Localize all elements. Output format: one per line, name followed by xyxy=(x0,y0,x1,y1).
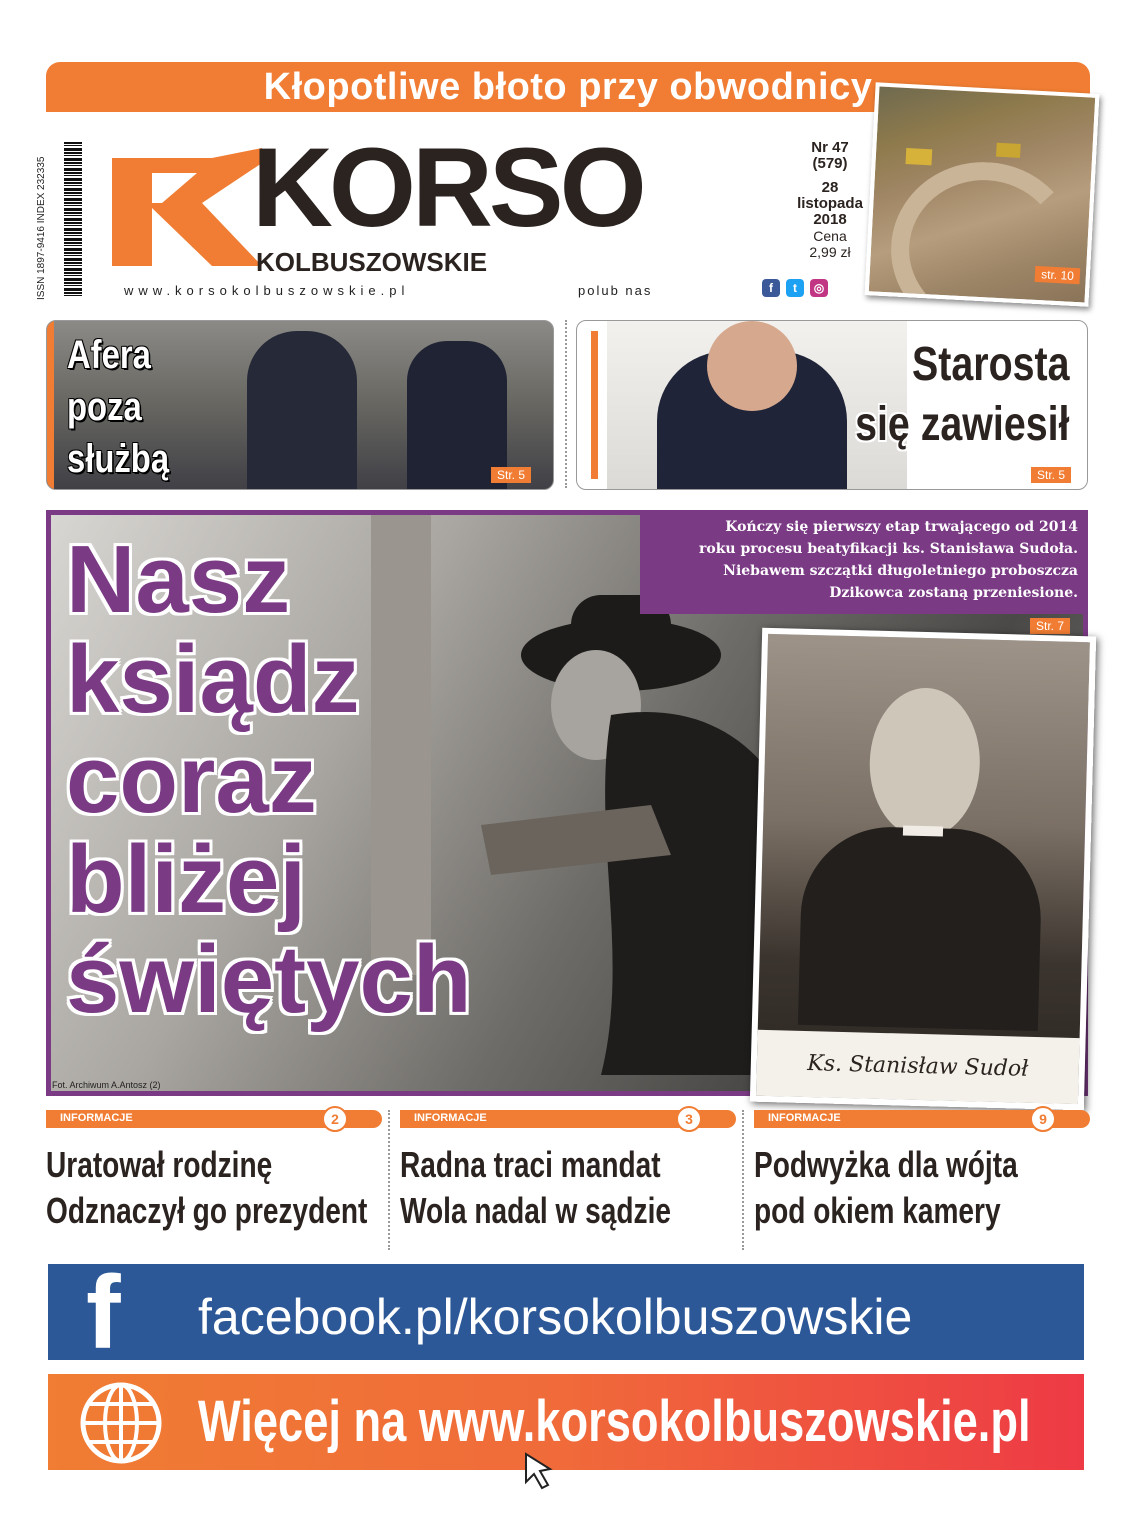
page-ref-tag: Str. 5 xyxy=(1031,467,1071,483)
title-line: Uratował rodzinę xyxy=(46,1144,273,1185)
section-bar xyxy=(400,1110,736,1128)
story-afera[interactable] xyxy=(46,320,554,490)
page-ref-tag: Str. 5 xyxy=(491,467,531,483)
lead-line: Niebawem szczątki długoletniego proboszcza xyxy=(723,563,1078,579)
top-banner-headline[interactable]: Kłopotliwe błoto przy obwodnicy xyxy=(46,62,1090,112)
feature-headline xyxy=(66,526,472,1033)
lead-line: Dzikowca zostaną przeniesione. xyxy=(829,585,1078,601)
story-starosta[interactable] xyxy=(576,320,1088,490)
story-headline xyxy=(67,329,169,485)
page-number-badge: 2 xyxy=(322,1106,348,1132)
barcode-icon xyxy=(64,142,82,298)
title-line: Odznaczył go prezydent xyxy=(46,1190,368,1231)
priest-portrait[interactable] xyxy=(750,628,1096,1111)
page-number-badge: 3 xyxy=(676,1106,702,1132)
section-label: INFORMACJE xyxy=(768,1112,841,1124)
page-ref-tag: str. 10 xyxy=(1035,266,1080,284)
website-url[interactable]: www.korsokolbuszowskie.pl xyxy=(124,283,410,298)
bulldozer-icon xyxy=(996,143,1021,158)
news-item[interactable] xyxy=(400,1110,736,1234)
news-title xyxy=(400,1142,672,1234)
issue-month: listopada xyxy=(797,195,863,212)
news-title xyxy=(754,1142,1016,1234)
person-silhouette xyxy=(247,331,357,490)
title-line: Radna traci mandat xyxy=(400,1144,661,1185)
lead-line: Kończy się pierwszy etap trwającego od 2014 xyxy=(725,519,1078,535)
road-shape xyxy=(887,157,1082,306)
story-headline xyxy=(855,335,1069,455)
issn-text: ISSN 1897-9416 INDEX 232335 xyxy=(36,156,47,300)
cassock-shape xyxy=(798,825,1043,1031)
feature-lead xyxy=(640,510,1088,614)
lead-line: roku procesu beatyfikacji ks. Stanisława Sudoła. xyxy=(699,541,1078,557)
headline-line: poza xyxy=(67,385,142,429)
bulldozer-icon xyxy=(905,148,932,165)
korso-logo-icon xyxy=(112,148,262,266)
portrait-caption: Ks. Stanisław Sudoł xyxy=(756,1030,1080,1104)
headline-line: Starosta xyxy=(911,338,1069,391)
facebook-icon[interactable]: f xyxy=(762,279,780,297)
headline-line: się zawiesił xyxy=(854,398,1069,451)
section-label: INFORMACJE xyxy=(414,1112,487,1124)
issue-total: (579) xyxy=(812,155,848,172)
issn-label xyxy=(36,140,64,300)
collar-shape xyxy=(903,825,943,836)
title-line: Wola nadal w sądzie xyxy=(400,1190,672,1231)
accent-bar xyxy=(591,331,598,479)
headline-line: służbą xyxy=(67,437,170,481)
logo-subtitle: KOLBUSZOWSKIE xyxy=(256,247,488,277)
news-item[interactable] xyxy=(754,1110,1090,1234)
column-divider xyxy=(388,1110,390,1250)
section-bar xyxy=(46,1110,382,1128)
headline-line: świętych xyxy=(66,926,472,1033)
like-us-label: polub nas xyxy=(578,283,653,298)
accent-bar xyxy=(47,321,54,489)
issue-info xyxy=(790,140,870,260)
title-line: Podwyżka dla wójta xyxy=(754,1144,1018,1185)
globe-icon xyxy=(78,1380,164,1466)
issue-number: Nr 47 xyxy=(811,139,849,156)
face-shape xyxy=(707,321,797,411)
photo-credit: Fot. Archiwum A.Antosz (2) xyxy=(52,1080,161,1090)
face-shape xyxy=(868,687,982,840)
facebook-url[interactable]: facebook.pl/korsokolbuszowskie xyxy=(198,1289,913,1345)
construction-photo[interactable] xyxy=(865,82,1100,306)
issue-day: 28 xyxy=(821,179,839,196)
title-line: pod okiem kamery xyxy=(754,1190,1001,1231)
cursor-icon xyxy=(522,1452,554,1492)
instagram-icon[interactable]: ◎ xyxy=(810,279,828,297)
headline-line: bliżej xyxy=(66,826,307,933)
page-number-badge: 9 xyxy=(1030,1106,1056,1132)
issue-year: 2018 xyxy=(813,211,847,228)
headline-line: Afera xyxy=(67,333,151,377)
news-title xyxy=(46,1142,368,1234)
price-value: 2,99 zł xyxy=(809,244,851,260)
page-ref-tag: Str. 7 xyxy=(1030,618,1070,634)
news-item[interactable] xyxy=(46,1110,382,1234)
headline-line: ksiądz xyxy=(66,626,360,733)
column-divider xyxy=(565,320,567,488)
headline-line: coraz xyxy=(66,726,317,833)
headline-line: Nasz xyxy=(66,526,291,633)
price-label: Cena xyxy=(813,228,847,244)
logo-wordmark[interactable]: KORSO xyxy=(252,125,643,250)
section-bar xyxy=(754,1110,1090,1128)
website-more-link[interactable]: Więcej na www.korsokolbuszowskie.pl xyxy=(198,1389,1031,1454)
section-label: INFORMACJE xyxy=(60,1112,133,1124)
facebook-icon: f xyxy=(86,1255,121,1371)
column-divider xyxy=(742,1110,744,1250)
twitter-icon[interactable]: t xyxy=(786,279,804,297)
